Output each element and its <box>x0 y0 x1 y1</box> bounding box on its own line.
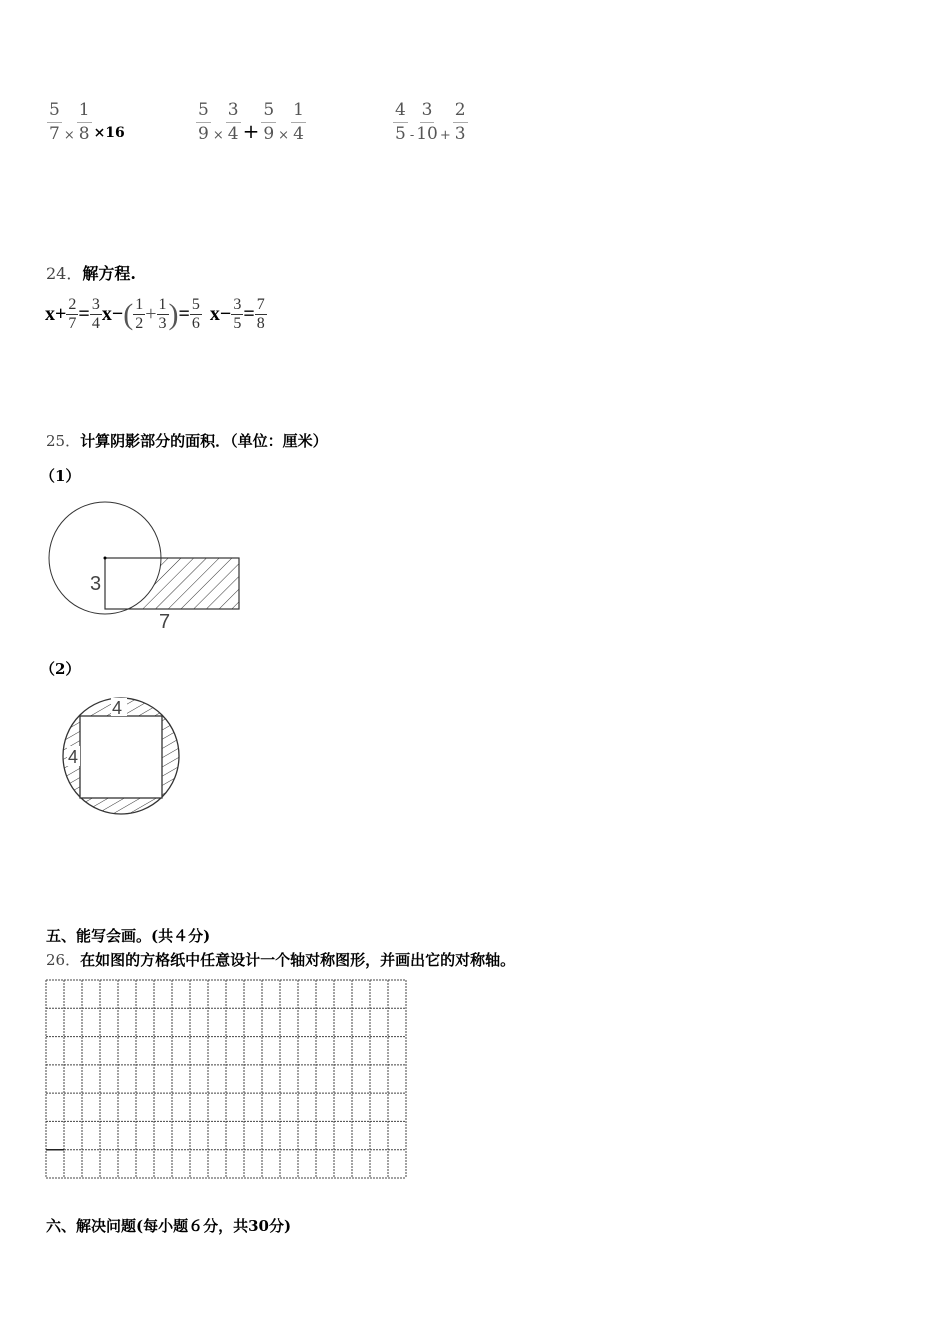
denominator: 7 <box>49 124 60 144</box>
right-paren: ) <box>168 297 179 331</box>
square <box>80 716 162 798</box>
numerator: 1 <box>77 102 92 123</box>
question-title: 解方程. <box>82 264 136 283</box>
section-6-title: 六、解决问题(每小题６分，共30分) <box>46 1217 292 1235</box>
operator: × <box>212 128 224 143</box>
section-5-title: 五、能写会画。(共４分) <box>46 927 211 945</box>
question-26 <box>46 949 515 970</box>
denominator: 4 <box>227 124 239 144</box>
expression-3 <box>393 102 468 143</box>
side-label: 3 <box>90 573 102 595</box>
equals: = <box>78 303 90 325</box>
question-number: 25． <box>46 432 81 450</box>
variable: x <box>209 303 220 325</box>
numerator: 4 <box>393 102 408 123</box>
numerator: 3 <box>420 102 435 123</box>
part-2-label: （2） <box>40 660 81 678</box>
numerator: 2 <box>453 102 468 123</box>
denominator: 3 <box>454 124 466 144</box>
operator: − <box>219 303 232 325</box>
denominator: 5 <box>233 315 242 332</box>
denominator: 10 <box>416 124 438 144</box>
tail-term: ×16 <box>93 125 125 141</box>
denominator: 9 <box>198 124 209 144</box>
grid-paper[interactable] <box>44 978 408 1182</box>
denominator: 5 <box>395 124 406 144</box>
figure-square-in-circle <box>55 690 190 820</box>
numerator: 5 <box>47 102 62 123</box>
numerator: 1 <box>135 296 144 313</box>
operator: − <box>111 303 124 325</box>
equals: = <box>178 303 190 325</box>
operator: + <box>242 119 260 143</box>
expression-2 <box>196 102 306 143</box>
operator: × <box>63 128 75 143</box>
denominator: 6 <box>191 315 200 332</box>
operator: + <box>439 128 451 143</box>
question-25-heading <box>46 430 328 451</box>
question-text: 在如图的方格纸中任意设计一个轴对称图形，并画出它的对称轴。 <box>80 951 516 969</box>
numerator: 5 <box>191 296 200 313</box>
question-number: 26． <box>46 951 81 969</box>
expression-1 <box>47 102 127 143</box>
left-paren: ( <box>123 297 134 331</box>
numerator: 3 <box>233 296 242 313</box>
denominator: 4 <box>91 315 100 332</box>
length-label: 7 <box>159 611 171 633</box>
numerator: 5 <box>261 102 276 123</box>
question-24-heading <box>46 261 136 284</box>
denominator: 2 <box>135 315 144 332</box>
operator: + <box>55 303 67 325</box>
left-side-label: 4 <box>68 747 79 767</box>
numerator: 2 <box>68 296 77 313</box>
denominator: 3 <box>158 315 167 332</box>
denominator: 4 <box>293 124 304 144</box>
operator: - <box>409 128 415 143</box>
operator: + <box>145 303 157 325</box>
figure-circle-rectangle <box>40 495 250 635</box>
numerator: 1 <box>158 296 167 313</box>
variable: x <box>101 303 112 325</box>
numerator: 1 <box>291 102 306 123</box>
question-title: 计算阴影部分的面积．（单位：厘米） <box>80 432 328 450</box>
equals: = <box>243 303 255 325</box>
denominator: 9 <box>263 124 275 144</box>
top-side-label: 4 <box>112 698 123 718</box>
denominator: 8 <box>256 315 265 332</box>
denominator: 7 <box>68 315 77 332</box>
operator: × <box>278 128 290 143</box>
numerator: 3 <box>226 102 241 123</box>
equations <box>45 297 267 332</box>
denominator: 8 <box>78 124 90 144</box>
part-1-label: （1） <box>40 467 81 485</box>
numerator: 7 <box>256 296 265 313</box>
numerator: 5 <box>196 102 211 123</box>
numerator: 3 <box>91 296 100 313</box>
question-number: 24． <box>46 264 83 283</box>
variable: x <box>45 303 55 325</box>
